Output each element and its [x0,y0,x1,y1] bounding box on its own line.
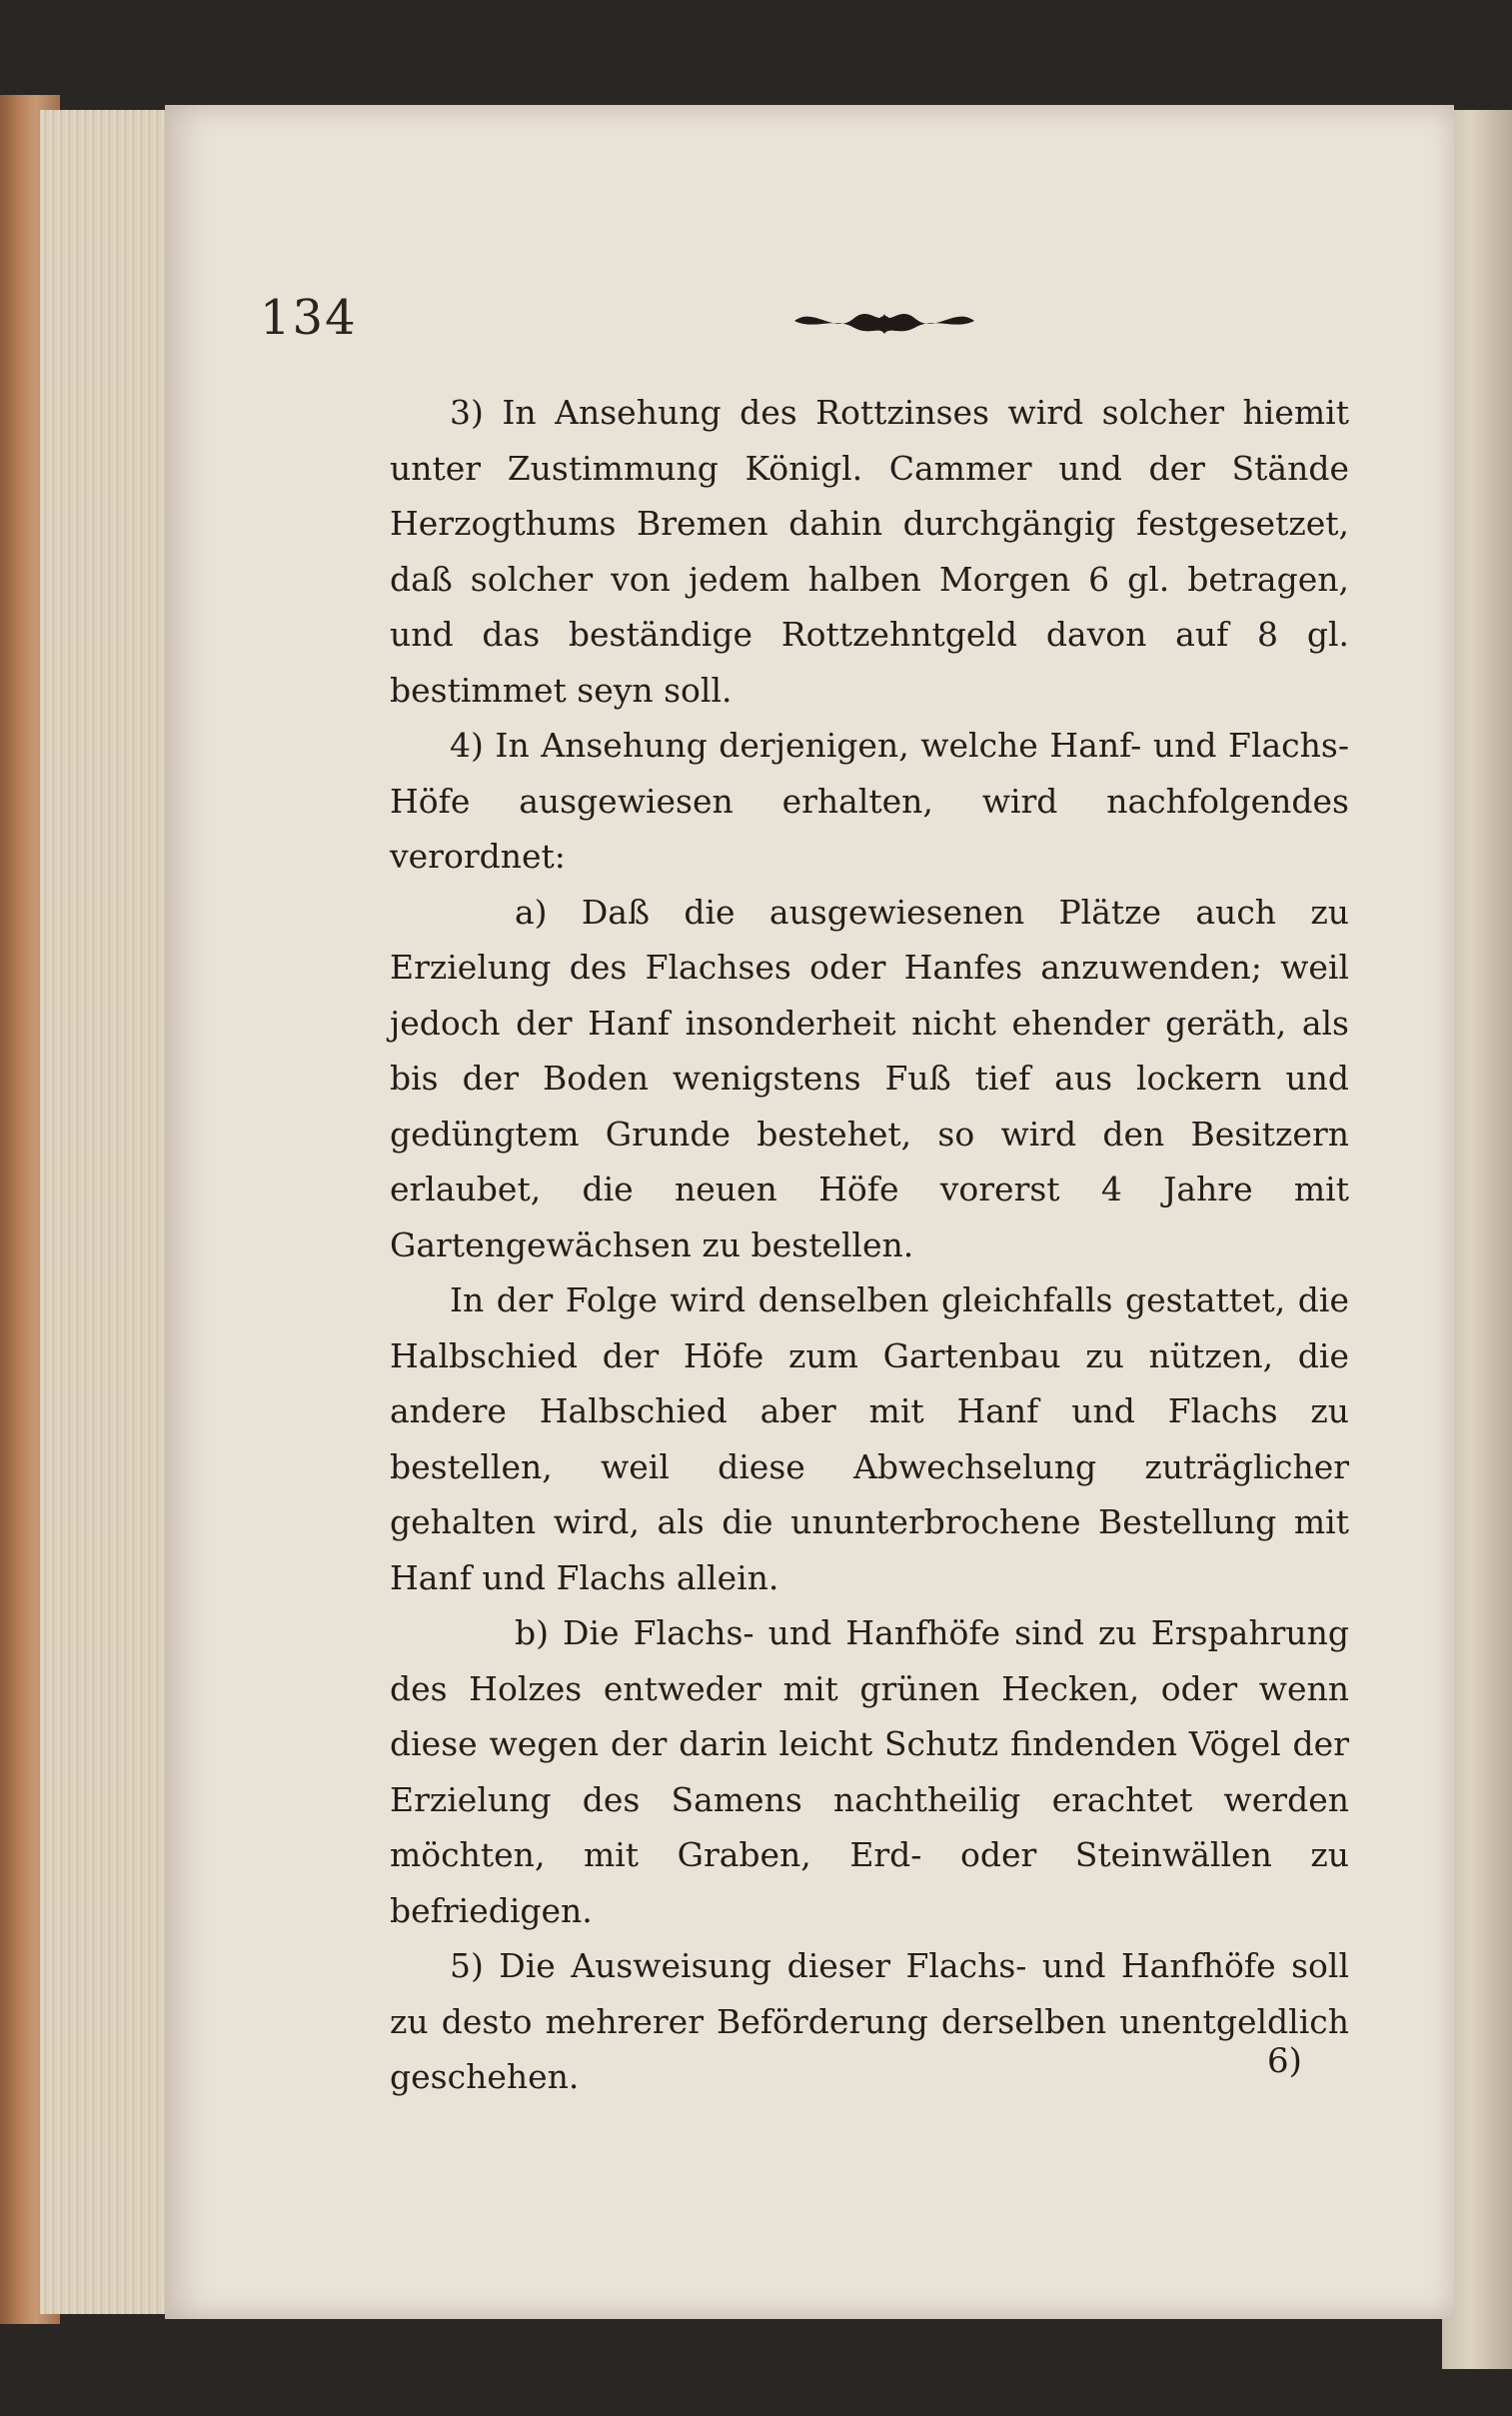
paragraph-4: 4) In Ansehung derjenigen, welche Hanf- und Flachs-Höfe ausgewiesen erhalten, wird nachfolgendes verordnet: [390,726,1349,876]
body-text [390,385,1349,2105]
paragraph-4a-continued: In der Folge wird denselben gleichfalls gestattet, die Halbschied der Höfe zum Gartenbau zu nützen, die andere Halbschied aber mit Hanf und Flachs zu bestellen, weil diese Abwechselung zuträglicher gehalten wird, als die ununterbrochene Bestellung mit Hanf und Flachs allein. [390,1280,1349,1597]
paragraph-4a: a) Daß die ausgewiesenen Plätze auch zu Erzielung des Flachses oder Hanfes anzuwenden; weil jedoch der Hanf insonderheit nicht ehender geräth, als bis der Boden wenigstens Fuß tief aus lockern und gedüngtem Grunde bestehet, so wird den Besitzern erlaubet, die neuen Höfe vorerst 4 Jahre mit Gartengewächsen zu bestellen. [390,892,1349,1264]
catchword: 6) [1267,2041,1302,2081]
paragraph-4b: b) Die Flachs- und Hanfhöfe sind zu Erspahrung des Holzes entweder mit grünen Hecken, oder wenn diese wegen der darin leicht Schutz findenden Vögel der Erzielung des Samens nachtheilig erachtet werden möchten, mit Graben, Erd- oder Steinwällen zu befriedigen. [390,1613,1349,1930]
paragraph-5: 5) Die Ausweisung dieser Flachs- und Hanfhöfe soll zu desto mehrerer Beförderung derselben unentgeldlich geschehen. [390,1946,1349,2096]
ornament-icon [789,296,979,346]
paragraph-3: 3) In Ansehung des Rottzinses wird solcher hiemit unter Zustimmung Königl. Cammer und der Stände Herzogthums Bremen dahin durchgängig festgesetzet, daß solcher von jedem halben Morgen 6 gl. betragen, und das beständige Rottzehntgeld davon auf 8 gl. bestimmet seyn soll. [390,393,1349,710]
page-number: 134 [260,290,358,346]
